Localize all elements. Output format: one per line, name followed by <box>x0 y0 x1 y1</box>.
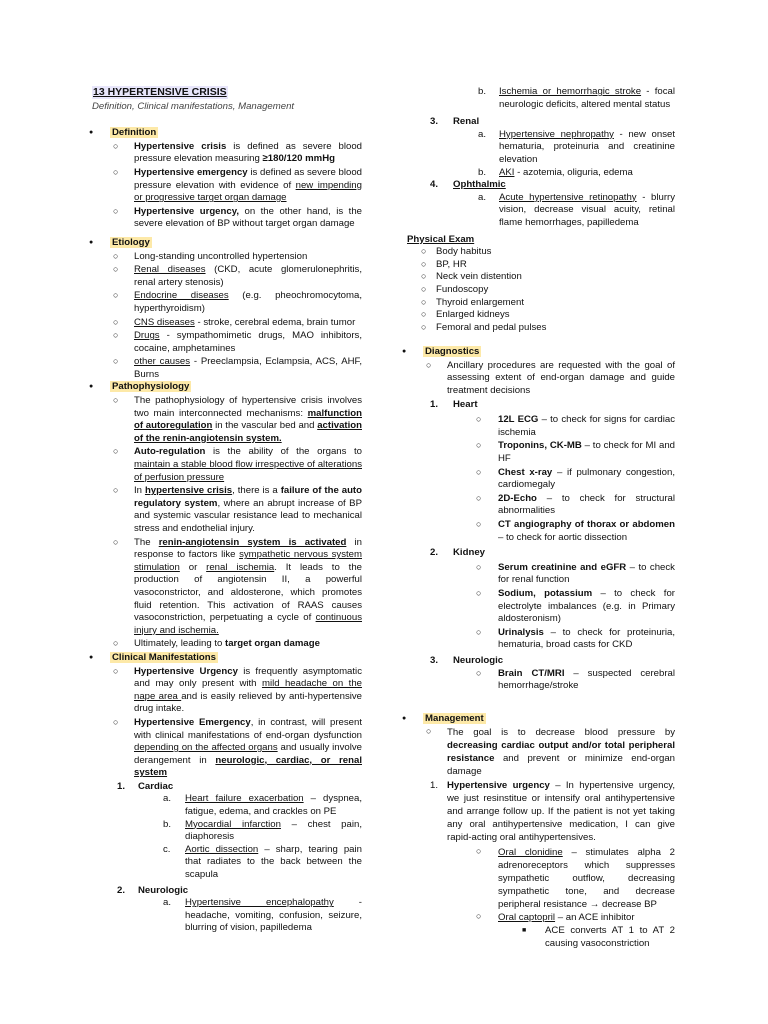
list-item: ○ Hypertensive Emergency, in contrast, will present with clinical manifestations of end-organ dysfunction depending on the affected organs and usually involve derangement in neurologic, cardiac, or renal system <box>92 717 362 780</box>
heart-heading: 1. Heart <box>430 398 478 410</box>
list-item: ○ Hypertensive Urgency is frequently asymptomatic and may only present with mild headache on the nape area and is easily relieved by anti-hypertensive drug intake. <box>92 666 362 716</box>
list-item: ○ The goal is to decrease blood pressure by decreasing cardiac output and/or total peripheral resistance and prevent or minimize end-organ damage <box>405 726 675 778</box>
list-item: ○ Urinalysis – to check for proteinuria, hematuria, broad casts for CKD <box>405 627 675 652</box>
list-item: ○ CNS diseases - stroke, cerebral edema, brain tumor <box>92 317 362 330</box>
neurologic-tests-heading: 3. Neurologic <box>430 654 504 666</box>
neurologic-heading: 2. Neurologic <box>117 884 189 896</box>
list-item: ○ other causes - Preeclampsia, Eclampsia, ACS, AHF, Burns <box>92 356 362 381</box>
list-item: ○ Hypertensive emergency is defined as severe blood pressure elevation with evidence of new impending or progressive target organ damage <box>92 167 362 205</box>
list-item: ○ Femoral and pedal pulses <box>421 322 689 335</box>
doc-title: 13 HYPERTENSIVE CRISIS <box>93 86 227 98</box>
renal-list <box>405 129 675 179</box>
diagnostics-heading: Diagnostics <box>425 346 480 358</box>
section-clinical-manifestations <box>92 652 362 935</box>
neurologic-tests-list <box>405 668 675 693</box>
list-item: ○ Fundoscopy <box>421 284 689 297</box>
section-management <box>405 713 675 951</box>
list-item: b. AKI - azotemia, oliguria, edema <box>478 166 633 178</box>
list-item: ○ 2D-Echo – to check for structural abnormalities <box>405 493 675 518</box>
ophthalmic-heading: 4. Ophthalmic <box>430 179 506 191</box>
list-item: b. Ischemia or hemorrhagic stroke - focal neurologic deficits, altered mental status <box>478 86 675 110</box>
doc-subtitle: Definition, Clinical manifestations, Management <box>92 100 295 112</box>
section-pathophysiology <box>92 381 362 650</box>
list-item: ○ The pathophysiology of hypertensive crisis involves two main interconnected mechanisms: malfunction of autoregulation in the vascular bed and activation of the renin-angiotensin system. <box>92 395 362 445</box>
captopril-details <box>405 924 675 950</box>
definition-heading: Definition <box>112 127 157 139</box>
list-item: a. Heart failure exacerbation – dyspnea, fatigue, edema, and crackles on PE <box>163 793 362 818</box>
cardiac-heading: 1. Cardiac <box>117 780 174 792</box>
list-item: c. Aortic dissection – sharp, tearing pain that radiates to the back between the scapula <box>163 843 362 881</box>
management-heading: Management <box>425 712 484 724</box>
clinical-heading: Clinical Manifestations <box>112 651 216 663</box>
list-item: ○ Oral captopril – an ACE inhibitor <box>405 911 675 924</box>
definition-list <box>92 141 362 231</box>
list-item: ■ ACE converts AT 1 to AT 2 causing vasoconstriction <box>405 924 675 950</box>
list-item: ○ Sodium, potassium – to check for electrolyte imbalances (e.g. in Primary aldosteronism) <box>405 588 675 626</box>
etiology-heading: Etiology <box>112 236 150 248</box>
list-item: ○ BP, HR <box>421 259 689 272</box>
physical-exam-heading: Physical Exam <box>407 233 475 245</box>
list-item: ○ Endocrine diseases (e.g. pheochromocytoma, hyperthyroidism) <box>92 290 362 315</box>
list-item: ○ Chest x-ray – if pulmonary congestion, cardiomegaly <box>405 467 675 492</box>
list-item: ○ Brain CT/MRI – suspected cerebral hemorrhage/stroke <box>405 668 675 693</box>
section-etiology <box>92 237 362 382</box>
list-item: ○ Oral clonidine – stimulates alpha 2 adrenoreceptors which suppresses sympathetic outflow, decreasing sympathetic tone, and decrease peripheral resistance → decrease BP <box>405 846 675 911</box>
list-item: ○ CT angiography of thorax or abdomen – to check for aortic dissection <box>405 519 675 544</box>
urgency-drugs-list <box>405 846 675 924</box>
list-item: ○ Thyroid enlargement <box>421 297 689 310</box>
heart-tests-list <box>405 414 675 544</box>
list-item: ○ Ancillary procedures are requested with the goal of assessing extent of end-organ damage and guide treatment decisions <box>405 360 675 398</box>
management-steps <box>405 779 675 844</box>
left-column <box>92 86 362 935</box>
neurologic-list <box>92 897 362 935</box>
section-diagnostics <box>405 346 675 692</box>
pathophysiology-list <box>92 395 362 651</box>
list-item: ○ Neck vein distention <box>421 271 689 284</box>
list-item: b. Myocardial infarction – chest pain, diaphoresis <box>163 818 362 843</box>
list-item: ○ Long-standing uncontrolled hypertension <box>92 251 362 264</box>
list-item: ○ Auto-regulation is the ability of the organs to maintain a stable blood flow irrespective of alterations of perfusion pressure <box>92 446 362 484</box>
list-item: ○ The renin-angiotensin system is activated in response to factors like sympathetic nervous system stimulation or renal ischemia. It leads to the production of angiotensin II, a powerful vasoconstrictor, and aldosterone, which promotes fluid retention. This activation of RAAS causes vasoconstriction, perpetuating a cycle of continuous injury and ischemia. <box>92 537 362 638</box>
management-goal <box>405 726 675 778</box>
list-item: ○ Hypertensive urgency, on the other hand, is the severe elevation of BP without target organ damage <box>92 206 362 231</box>
kidney-tests-list <box>405 562 675 652</box>
cardiac-list <box>92 793 362 881</box>
list-item: ○ In hypertensive crisis, there is a failure of the auto regulatory system, where an abrupt increase of BP and systemic vascular resistance lead to mechanical stress and endothelial injury. <box>92 485 362 535</box>
section-definition <box>92 127 362 231</box>
list-item: ○ Drugs - sympathomimetic drugs, MAO inhibitors, cocaine, amphetamines <box>92 330 362 355</box>
diagnostics-intro <box>405 360 675 398</box>
section-physical-exam <box>405 234 675 335</box>
list-item: 1. Hypertensive urgency – In hypertensive urgency, we just resinstitue or intensify oral antihypertensive and arrange follow up. If the patient is not yet taking any oral antihypertensive medication, I can give rapid-acting oral antihypertensives. <box>430 780 675 844</box>
list-item: ○ Enlarged kidneys <box>421 309 689 322</box>
list-item: a. Hypertensive encephalopathy - headache, vomiting, confusion, seizure, blurring of vision, papilledema <box>163 897 362 934</box>
renal-heading: 3. Renal <box>430 116 480 128</box>
right-column <box>405 86 675 950</box>
list-item: ○ Serum creatinine and eGFR – to check for renal function <box>405 562 675 587</box>
list-item: ○ 12L ECG – to check for signs for cardiac ischemia <box>405 414 675 439</box>
physical-exam-list <box>405 246 675 334</box>
list-item: ○ Troponins, CK-MB – to check for MI and HF <box>405 440 675 465</box>
pathophysiology-heading: Pathophysiology <box>112 381 190 393</box>
neurologic-list-continued <box>405 86 675 111</box>
kidney-heading: 2. Kidney <box>430 547 485 559</box>
list-item: ○ Hypertensive crisis is defined as severe blood pressure elevation measuring ≥180/120 mmHg <box>92 141 362 166</box>
list-item: ○ Renal diseases (CKD, acute glomerulonephritis, renal artery stenosis) <box>92 264 362 289</box>
list-item: a. Hypertensive nephropathy - new onset hematuria, proteinuria and creatinine elevation <box>478 128 675 165</box>
etiology-list <box>92 251 362 382</box>
ophthalmic-list <box>405 192 675 230</box>
clinical-list <box>92 666 362 780</box>
list-item: a. Acute hypertensive retinopathy - blurry vision, decrease visual acuity, retinal flame hemorrhages, papilledema <box>478 191 675 228</box>
list-item: ○ Ultimately, leading to target organ damage <box>92 638 362 651</box>
list-item: ○ Body habitus <box>421 246 689 259</box>
